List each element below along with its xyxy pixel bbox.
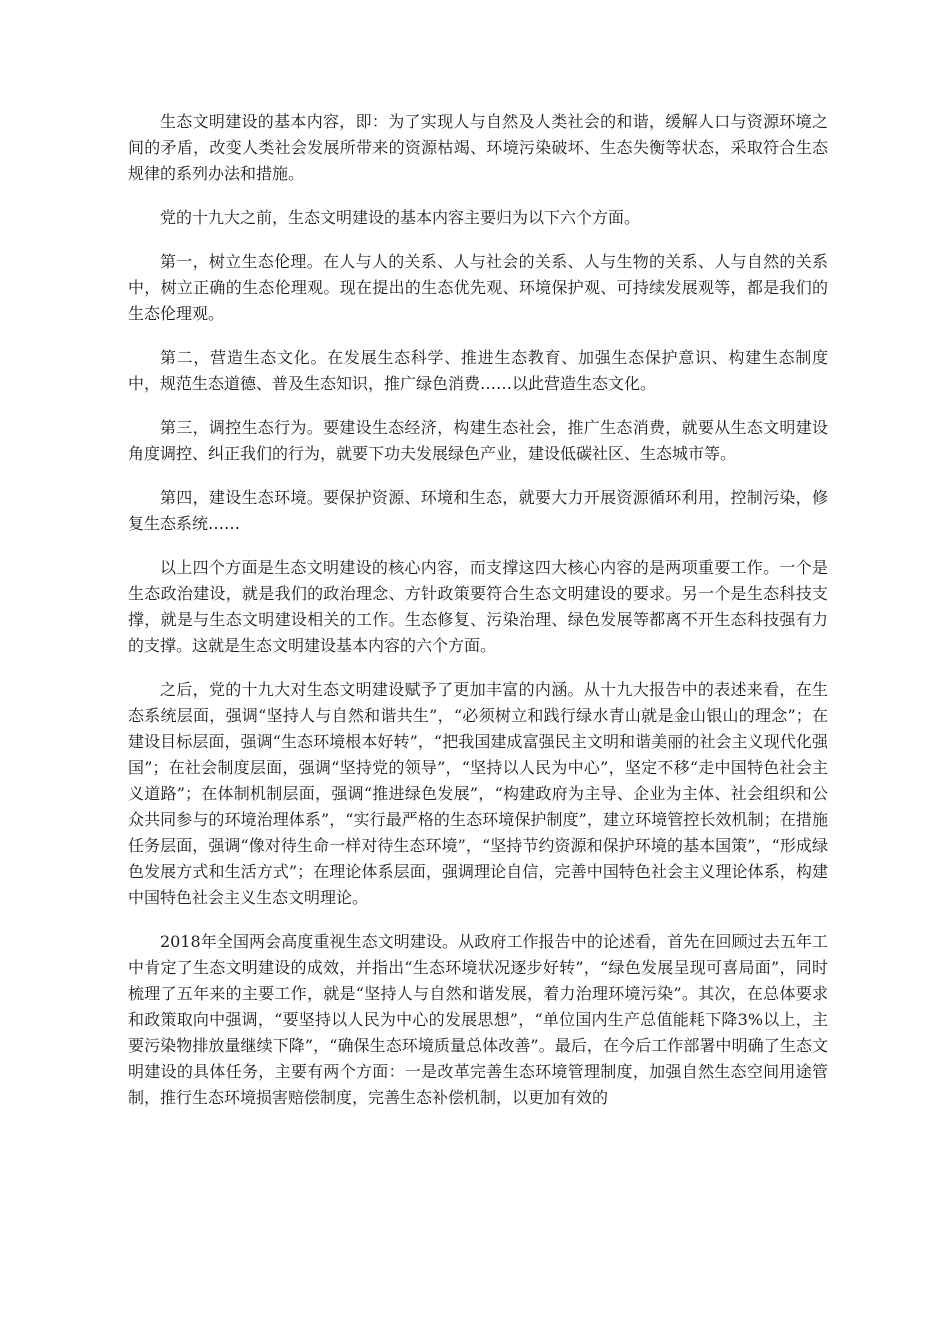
paragraph-second-culture: 第二，营造生态文化。在发展生态科学、推进生态教育、加强生态保护意识、构建生态制度中，规范生态道德、普及生态知识，推广绿色消费……以此营造生态文化。 [128, 348, 828, 393]
paragraph-core-support: 以上四个方面是生态文明建设的核心内容，而支撑这四大核心内容的是两项重要工作。一个是生态政治建设，就是我们的政治理念、方针政策要符合生态文明建设的要求。另一个是生态科技支撑，就是与生态文明建设相关的工作。生态修复、污染治理、绿色发展等都离不开生态科技强有力的支撑。这就是生态文明建设基本内容的六个方面。 [128, 558, 828, 655]
document-page [128, 109, 828, 1129]
paragraph-nineteenth-congress: 之后，党的十九大对生态文明建设赋予了更加丰富的内涵。从十九大报告中的表述来看，在生态系统层面，强调“坚持人与自然和谐共生”，“必须树立和践行绿水青山就是金山银山的理念”；在建设目标层面，强调“生态环境根本好转”，“把我国建成富强民主文明和谐美丽的社会主义现代化强国”；在社会制度层面，强调“坚持党的领导”，“坚持以人民为中心”，坚定不移“走中国特色社会主义道路”；在体制机制层面，强调“推进绿色发展”，“构建政府为主导、企业为主体、社会组织和公众共同参与的环境治理体系”，“实行最严格的生态环境保护制度”，建立环境管控长效机制；在措施任务层面，强调“像对待生命一样对待生态环境”，“坚持节约资源和保护环境的基本国策”，“形成绿色发展方式和生活方式”；在理论体系层面，强调理论自信，完善中国特色社会主义理论体系，构建中国特色社会主义生态文明理论。 [128, 680, 828, 907]
paragraph-definition: 生态文明建设的基本内容，即：为了实现人与自然及人类社会的和谐，缓解人口与资源环境之间的矛盾，改变人类社会发展所带来的资源枯竭、环境污染破坏、生态失衡等状态，采取符合生态规律的系列办法和措施。 [128, 112, 828, 183]
paragraph-first-ethics: 第一，树立生态伦理。在人与人的关系、人与社会的关系、人与生物的关系、人与自然的关系中，树立正确的生态伦理观。现在提出的生态优先观、环境保护观、可持续发展观等，都是我们的生态伦理观。 [128, 252, 828, 323]
paragraph-six-aspects-intro: 党的十九大之前，生态文明建设的基本内容主要归为以下六个方面。 [160, 208, 641, 227]
paragraph-2018-two-sessions: 2018年全国两会高度重视生态文明建设。从政府工作报告中的论述看，首先在回顾过去五年工中肯定了生态文明建设的成效，并指出“生态环境状况逐步好转”，“绿色发展呈现可喜局面”，同时梳理了五年来的主要工作，就是“坚持人与自然和谐发展，着力治理环境污染”。其次，在总体要求和政策取向中强调，“要坚持以人民为中心的发展思想”，“单位国内生产总值能耗下降3%以上，主要污染物排放量继续下降”，“确保生态环境质量总体改善”。最后，在今后工作部署中明确了生态文明建设的具体任务，主要有两个方面：一是改革完善生态环境管理制度，加强自然生态空间用途管制，推行生态环境损害赔偿制度，完善生态补偿机制，以更加有效的 [128, 932, 828, 1107]
paragraph-fourth-environment: 第四，建设生态环境。要保护资源、环境和生态，就要大力开展资源循环利用，控制污染，修复生态系统…… [128, 488, 828, 533]
paragraph-third-behavior: 第三，调控生态行为。要建设生态经济，构建生态社会，推广生态消费，就要从生态文明建设角度调控、纠正我们的行为，就要下功夫发展绿色产业，建设低碳社区、生态城市等。 [128, 418, 828, 463]
